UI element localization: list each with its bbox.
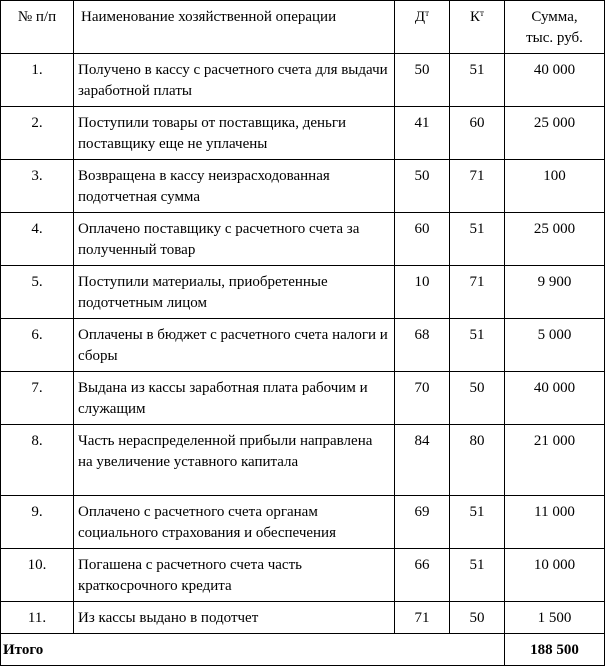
row-credit: 51 — [450, 54, 505, 107]
header-credit-main: К — [470, 9, 481, 25]
row-number: 1. — [1, 54, 74, 107]
row-number: 6. — [1, 319, 74, 372]
row-number: 7. — [1, 372, 74, 425]
row-credit: 51 — [450, 213, 505, 266]
row-sum: 9 900 — [505, 266, 605, 319]
header-number: № п/п — [1, 1, 74, 54]
row-sum: 21 000 — [505, 425, 605, 496]
total-sum: 188 500 — [505, 634, 605, 666]
row-credit: 71 — [450, 266, 505, 319]
row-sum: 40 000 — [505, 372, 605, 425]
row-number: 8. — [1, 425, 74, 496]
row-credit: 50 — [450, 602, 505, 634]
row-credit: 51 — [450, 549, 505, 602]
row-debit: 68 — [395, 319, 450, 372]
header-sum — [505, 1, 605, 54]
row-operation: Выдана из кассы заработная плата рабочим и служащим — [74, 372, 395, 425]
table-header-row — [1, 1, 605, 54]
row-debit: 60 — [395, 213, 450, 266]
row-sum: 10 000 — [505, 549, 605, 602]
row-debit: 70 — [395, 372, 450, 425]
row-number: 2. — [1, 107, 74, 160]
total-row — [1, 634, 605, 666]
table-row — [1, 425, 605, 496]
table-row — [1, 372, 605, 425]
row-sum: 25 000 — [505, 213, 605, 266]
row-operation: Из кассы выдано в подотчет — [74, 602, 395, 634]
row-credit: 60 — [450, 107, 505, 160]
table-row — [1, 160, 605, 213]
row-operation: Оплачены в бюджет с расчетного счета налоги и сборы — [74, 319, 395, 372]
header-credit-sup: т — [480, 8, 484, 18]
header-credit — [450, 1, 505, 54]
table-row — [1, 213, 605, 266]
row-sum: 25 000 — [505, 107, 605, 160]
row-credit: 80 — [450, 425, 505, 496]
row-debit: 50 — [395, 160, 450, 213]
row-sum: 100 — [505, 160, 605, 213]
table-row — [1, 602, 605, 634]
table-row — [1, 107, 605, 160]
row-credit: 51 — [450, 496, 505, 549]
row-operation: Оплачено поставщику с расчетного счета за полученный товар — [74, 213, 395, 266]
table-row — [1, 54, 605, 107]
row-sum: 40 000 — [505, 54, 605, 107]
row-credit: 71 — [450, 160, 505, 213]
header-debit-sup: т — [425, 8, 430, 18]
row-number: 9. — [1, 496, 74, 549]
row-credit: 51 — [450, 319, 505, 372]
total-label: Итого — [1, 634, 505, 666]
row-operation: Часть нераспределенной прибыли направлена на увеличение уставного капитала — [74, 425, 395, 496]
row-debit: 41 — [395, 107, 450, 160]
row-operation: Поступили материалы, приобретенные подотчетным лицом — [74, 266, 395, 319]
table-row — [1, 549, 605, 602]
row-operation: Получено в кассу с расчетного счета для выдачи заработной платы — [74, 54, 395, 107]
header-operation-name: Наименование хозяйственной операции — [74, 1, 395, 54]
row-credit: 50 — [450, 372, 505, 425]
row-number: 4. — [1, 213, 74, 266]
table-row — [1, 496, 605, 549]
table-row — [1, 319, 605, 372]
header-debit-main: Д — [414, 9, 426, 25]
row-debit: 84 — [395, 425, 450, 496]
row-operation: Возвращена в кассу неизрасходованная подотчетная сумма — [74, 160, 395, 213]
header-sum-line2: тыс. руб. — [526, 30, 583, 46]
row-number: 10. — [1, 549, 74, 602]
row-sum: 11 000 — [505, 496, 605, 549]
header-debit — [395, 1, 450, 54]
row-debit: 66 — [395, 549, 450, 602]
row-number: 3. — [1, 160, 74, 213]
row-debit: 10 — [395, 266, 450, 319]
row-sum: 5 000 — [505, 319, 605, 372]
header-sum-line1: Сумма, — [531, 9, 578, 25]
row-debit: 50 — [395, 54, 450, 107]
table-row — [1, 266, 605, 319]
row-number: 5. — [1, 266, 74, 319]
row-sum: 1 500 — [505, 602, 605, 634]
row-operation: Поступили товары от поставщика, деньги поставщику еще не уплачены — [74, 107, 395, 160]
row-debit: 69 — [395, 496, 450, 549]
row-number: 11. — [1, 602, 74, 634]
row-operation: Погашена с расчетного счета часть краткосрочного кредита — [74, 549, 395, 602]
row-operation: Оплачено с расчетного счета органам социального страхования и обеспечения — [74, 496, 395, 549]
row-debit: 71 — [395, 602, 450, 634]
